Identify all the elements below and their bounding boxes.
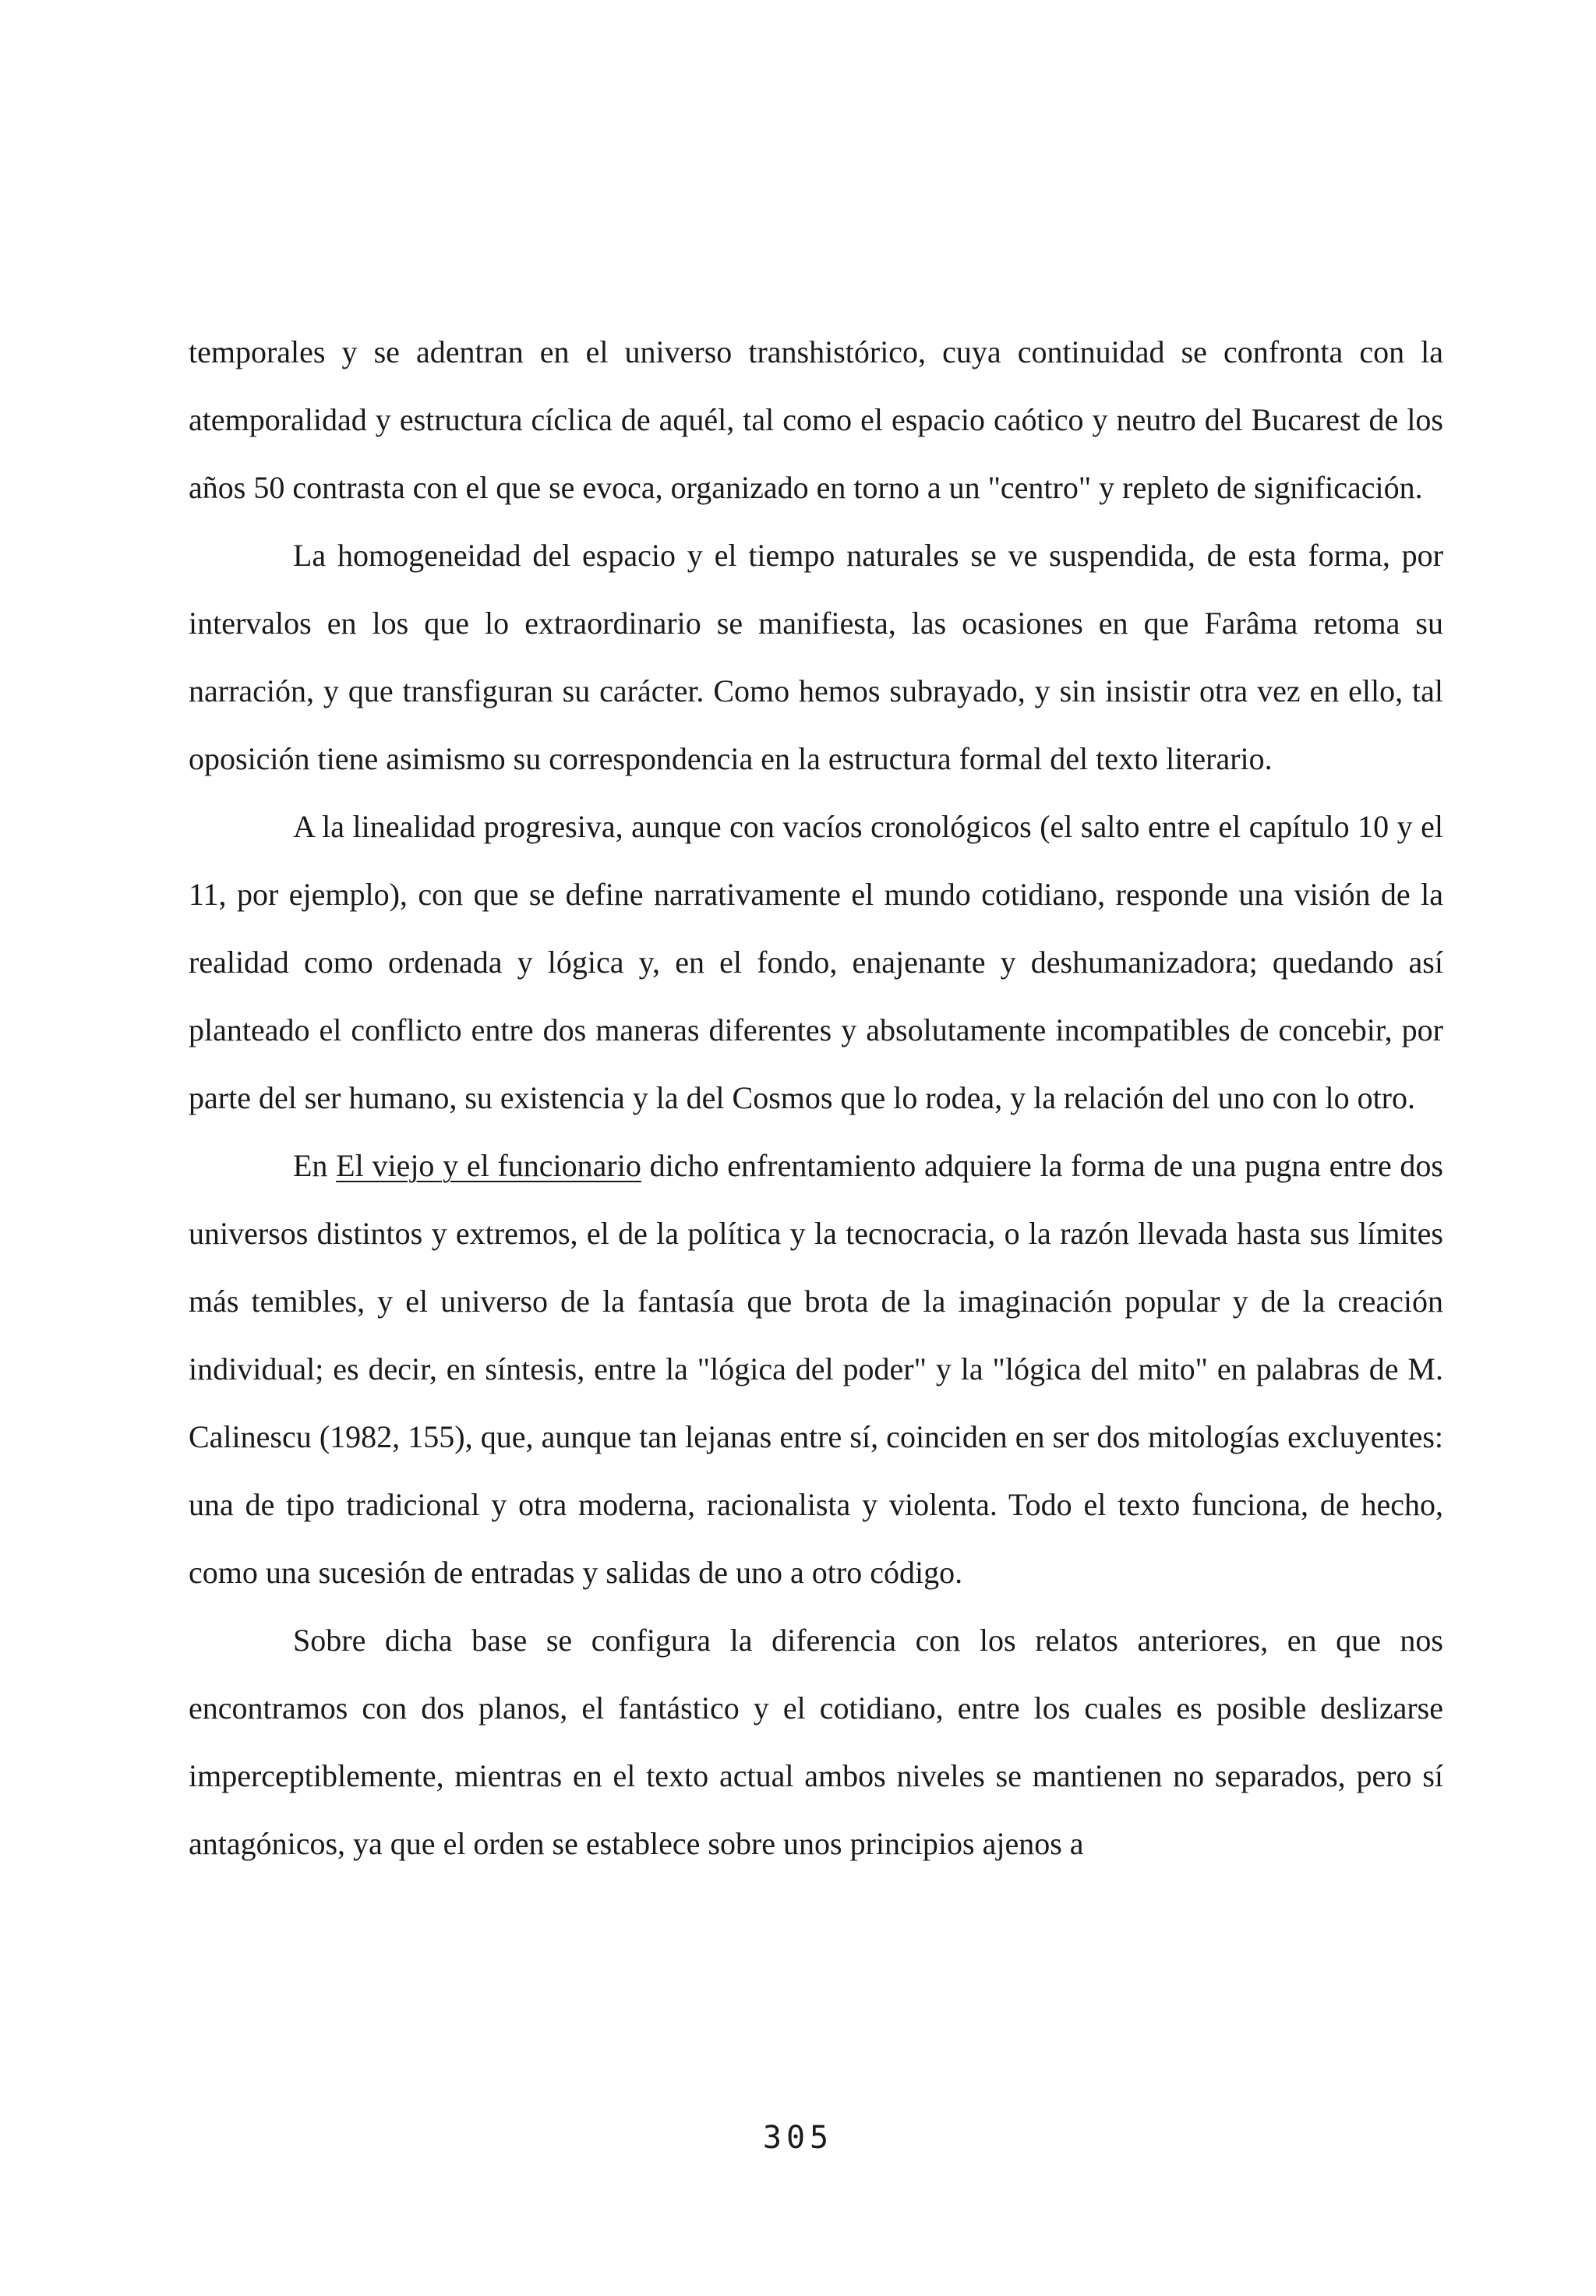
paragraph-4	[189, 1132, 1443, 1606]
paragraph-4-prefix: En	[293, 1148, 337, 1183]
page-number: 305	[762, 2120, 834, 2156]
page-body	[189, 318, 1443, 1877]
paragraph-4-text: dicho enfrentamiento adquiere la forma de una pugna entre dos universos distintos y extremos, el de la política y la tecnocracia, o la razón llevada hasta sus límites más temibles, y el universo de la fantasía que brota de la imaginación popular y de la creación individual; es decir, en síntesis, entre la "lógica del poder" y la "lógica del mito" en palabras de M. Calinescu (1982, 155), que, aunque tan lejanas entre sí, coinciden en ser dos mitologías excluyentes: una de tipo tradicional y otra moderna, racionalista y violenta. Todo el texto funciona, de hecho, como una sucesión de entradas y salidas de uno a otro código.	[189, 1148, 1443, 1590]
book-title: El viejo y el funcionario	[336, 1148, 641, 1183]
paragraph-2: La homogeneidad del espacio y el tiempo naturales se ve suspendida, de esta forma, por intervalos en los que lo extraordinario se manifiesta, las ocasiones en que Farâma retoma su narración, y que transfiguran su carácter. Como hemos subrayado, y sin insistir otra vez en ello, tal oposición tiene asimismo su correspondencia en la estructura formal del texto literario.	[189, 538, 1443, 776]
paragraph-5: Sobre dicha base se configura la diferencia con los relatos anteriores, en que nos encontramos con dos planos, el fantástico y el cotidiano, entre los cuales es posible deslizarse imperceptiblemente, mientras en el texto actual ambos niveles se mantienen no separados, pero sí antagónicos, ya que el orden se establece sobre unos principios ajenos a	[189, 1623, 1443, 1861]
paragraph-3: A la linealidad progresiva, aunque con vacíos cronológicos (el salto entre el capítulo 10 y el 11, por ejemplo), con que se define narrativamente el mundo cotidiano, responde una visión de la realidad como ordenada y lógica y, en el fondo, enajenante y deshumanizadora; quedando así planteado el conflicto entre dos maneras diferentes y absolutamente incompatibles de concebir, por parte del ser humano, su existencia y la del Cosmos que lo rodea, y la relación del uno con lo otro.	[189, 809, 1443, 1115]
paragraph-1: temporales y se adentran en el universo transhistórico, cuya continuidad se confronta con la atemporalidad y estructura cíclica de aquél, tal como el espacio caótico y neutro del Bucarest de los años 50 contrasta con el que se evoca, organizado en torno a un "centro" y repleto de significación.	[189, 334, 1443, 505]
